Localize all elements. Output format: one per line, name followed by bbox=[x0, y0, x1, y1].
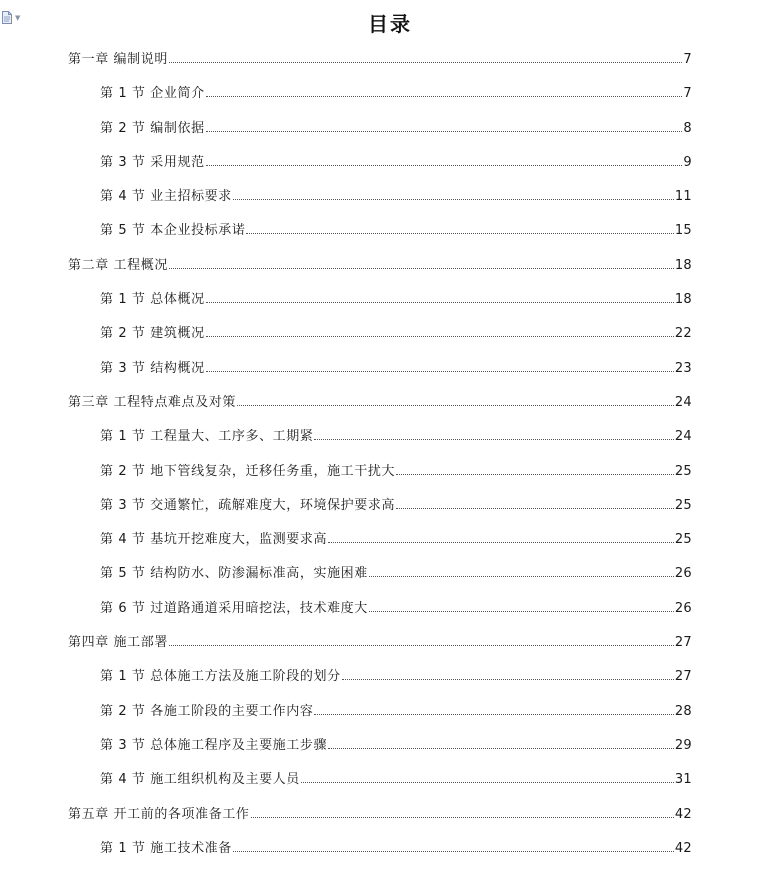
toc-entry-section[interactable] bbox=[0, 455, 780, 489]
toc-entry-label: 第五章 开工前的各项准备工作 bbox=[68, 806, 250, 822]
toc-entry-section[interactable] bbox=[0, 180, 780, 214]
toc-entry-page-number: 18 bbox=[674, 292, 692, 308]
toc-entry-page-number: 18 bbox=[674, 257, 692, 273]
toc-entry-section[interactable] bbox=[0, 146, 780, 180]
toc-entry-label: 第 3 节 结构概况 bbox=[100, 360, 205, 376]
toc-entry-line bbox=[100, 531, 692, 549]
toc-entry-section[interactable] bbox=[0, 832, 780, 866]
toc-entry-section[interactable] bbox=[0, 489, 780, 523]
toc-entry-page-number: 15 bbox=[674, 223, 692, 239]
toc-entry-chapter[interactable] bbox=[0, 249, 780, 283]
toc-entry-page-number: 24 bbox=[674, 429, 692, 445]
toc-entry-page-number: 7 bbox=[683, 52, 692, 67]
toc-entry-section[interactable] bbox=[0, 557, 780, 591]
toc-entry-line bbox=[100, 222, 692, 240]
toc-entry-section[interactable] bbox=[0, 695, 780, 729]
toc-entry-label: 第 6 节 过道路通道采用暗挖法，技术难度大 bbox=[100, 600, 368, 616]
toc-entry-section[interactable] bbox=[0, 660, 780, 694]
toc-entry-line bbox=[68, 51, 692, 69]
toc-entry-label: 第二章 工程概况 bbox=[68, 257, 168, 273]
dropdown-caret-icon[interactable]: ▼ bbox=[15, 14, 21, 22]
toc-entry-page-number: 22 bbox=[674, 326, 692, 342]
toc-entry-page-number: 25 bbox=[674, 497, 692, 513]
toc-dot-leader bbox=[169, 61, 682, 63]
toc-entry-page-number: 28 bbox=[674, 703, 692, 719]
toc-entry-section[interactable] bbox=[0, 729, 780, 763]
toc-dot-leader bbox=[206, 335, 674, 337]
toc-entry-section[interactable] bbox=[0, 317, 780, 351]
toc-dot-leader bbox=[237, 404, 674, 406]
toc-entry-section[interactable] bbox=[0, 112, 780, 146]
toc-dot-leader bbox=[396, 507, 674, 509]
toc-dot-leader bbox=[246, 232, 673, 234]
toc-entry-label: 第 3 节 交通繁忙，疏解难度大，环境保护要求高 bbox=[100, 497, 396, 513]
toc-entry-line bbox=[68, 634, 692, 652]
toc-entry-line bbox=[68, 394, 692, 412]
toc-entry-line bbox=[100, 463, 692, 481]
toc-entry-section[interactable] bbox=[0, 352, 780, 386]
toc-entry-line bbox=[100, 325, 692, 343]
toc-entry-page-number: 9 bbox=[683, 154, 692, 170]
toc-entry-label: 第 5 节 结构防水、防渗漏标准高，实施困难 bbox=[100, 566, 368, 582]
toc-entry-page-number: 24 bbox=[674, 394, 692, 410]
toc-entry-line bbox=[100, 120, 692, 138]
toc-dot-leader bbox=[206, 370, 674, 372]
toc-entry-line bbox=[68, 806, 692, 824]
toc-entry-label: 第 2 节 各施工阶段的主要工作内容 bbox=[100, 703, 314, 719]
toc-entry-chapter[interactable] bbox=[0, 798, 780, 832]
toc-entry-section[interactable] bbox=[0, 592, 780, 626]
toc-entry-section[interactable] bbox=[0, 283, 780, 317]
toc-entry-label: 第 1 节 企业简介 bbox=[100, 86, 205, 102]
toc-dot-leader bbox=[396, 473, 674, 475]
toc-entry-page-number: 42 bbox=[674, 840, 692, 856]
toc-dot-leader bbox=[251, 816, 674, 818]
toc-entry-line bbox=[100, 360, 692, 378]
toc-entry-page-number: 29 bbox=[674, 737, 692, 753]
toc-entry-label: 第 2 节 建筑概况 bbox=[100, 326, 205, 342]
toc-dot-leader bbox=[206, 95, 683, 97]
toc-entry-page-number: 26 bbox=[674, 566, 692, 582]
toc-dot-leader bbox=[206, 164, 683, 166]
toc-entry-label: 第 2 节 地下管线复杂，迁移任务重，施工干扰大 bbox=[100, 463, 396, 479]
toc-entry-page-number: 25 bbox=[674, 463, 692, 479]
toc-entry-line bbox=[100, 497, 692, 515]
toc-entry-line bbox=[68, 257, 692, 275]
toc-entry-line bbox=[100, 154, 692, 172]
toc-entry-label: 第 3 节 总体施工程序及主要施工步骤 bbox=[100, 737, 328, 753]
toc-dot-leader bbox=[369, 610, 674, 612]
toc-entry-label: 第 4 节 施工组织机构及主要人员 bbox=[100, 772, 300, 788]
toc-dot-leader bbox=[314, 713, 673, 715]
toc-dot-leader bbox=[328, 747, 674, 749]
toc-entry-page-number: 27 bbox=[674, 635, 692, 651]
toc-dot-leader bbox=[369, 575, 674, 577]
toc-entry-section[interactable] bbox=[0, 214, 780, 248]
toc-entry-label: 第 4 节 业主招标要求 bbox=[100, 189, 232, 205]
toc-entry-section[interactable] bbox=[0, 420, 780, 454]
toc-entry-section[interactable] bbox=[0, 77, 780, 111]
toc-entry-page-number: 27 bbox=[674, 669, 692, 685]
toc-entry-label: 第 2 节 编制依据 bbox=[100, 120, 205, 136]
toc-entry-page-number: 11 bbox=[674, 189, 692, 205]
toc-entry-chapter[interactable] bbox=[0, 386, 780, 420]
toc-entry-line bbox=[100, 668, 692, 686]
page-title: 目录 bbox=[368, 12, 412, 36]
toc-entry-chapter[interactable] bbox=[0, 43, 780, 77]
toc-entry-page-number: 23 bbox=[674, 360, 692, 376]
toc-entry-label: 第三章 工程特点难点及对策 bbox=[68, 394, 236, 410]
toc-entry-label: 第 1 节 总体施工方法及施工阶段的划分 bbox=[100, 669, 341, 685]
toc-entry-page-number: 31 bbox=[674, 772, 692, 788]
toc-dot-leader bbox=[206, 130, 683, 132]
toc-entry-page-number: 25 bbox=[674, 532, 692, 548]
toc-dot-leader bbox=[301, 781, 674, 783]
toc-dot-leader bbox=[169, 267, 674, 269]
toc-entry-chapter[interactable] bbox=[0, 626, 780, 660]
toc-entry-label: 第四章 施工部署 bbox=[68, 635, 168, 651]
toc-entry-page-number: 26 bbox=[674, 600, 692, 616]
toc-entry-line bbox=[100, 188, 692, 206]
toc-entry-section[interactable] bbox=[0, 523, 780, 557]
toc-entry-line bbox=[100, 737, 692, 755]
toc-entry-line bbox=[100, 291, 692, 309]
toc-entry-page-number: 7 bbox=[683, 86, 692, 102]
toc-entry-label: 第一章 编制说明 bbox=[68, 52, 168, 67]
toc-dot-leader bbox=[169, 644, 674, 646]
toc-entry-line bbox=[100, 771, 692, 789]
toc-dot-leader bbox=[206, 301, 674, 303]
toc-entry-label: 第 3 节 采用规范 bbox=[100, 154, 205, 170]
toc-entry-line bbox=[100, 600, 692, 618]
toc-entry-line bbox=[100, 840, 692, 858]
toc-entry-line bbox=[100, 565, 692, 583]
toc-dot-leader bbox=[233, 198, 674, 200]
toc-entry-label: 第 1 节 施工技术准备 bbox=[100, 840, 232, 856]
toc-dot-leader bbox=[342, 678, 674, 680]
toc-entry-label: 第 1 节 工程量大、工序多、工期紧 bbox=[100, 429, 314, 445]
toc-entry-line bbox=[100, 703, 692, 721]
toc-dot-leader bbox=[314, 438, 673, 440]
toc-dot-leader bbox=[233, 850, 674, 852]
toc-entry-label: 第 4 节 基坑开挖难度大，监测要求高 bbox=[100, 532, 328, 548]
toc-entry-line bbox=[100, 428, 692, 446]
toc-dot-leader bbox=[328, 541, 674, 543]
toc-entry-line bbox=[100, 85, 692, 103]
table-of-contents bbox=[0, 43, 780, 866]
toc-entry-page-number: 8 bbox=[683, 120, 692, 136]
toc-entry-label: 第 1 节 总体概况 bbox=[100, 292, 205, 308]
toc-entry-label: 第 5 节 本企业投标承诺 bbox=[100, 223, 246, 239]
toc-entry-section[interactable] bbox=[0, 763, 780, 797]
toc-entry-page-number: 42 bbox=[674, 806, 692, 822]
